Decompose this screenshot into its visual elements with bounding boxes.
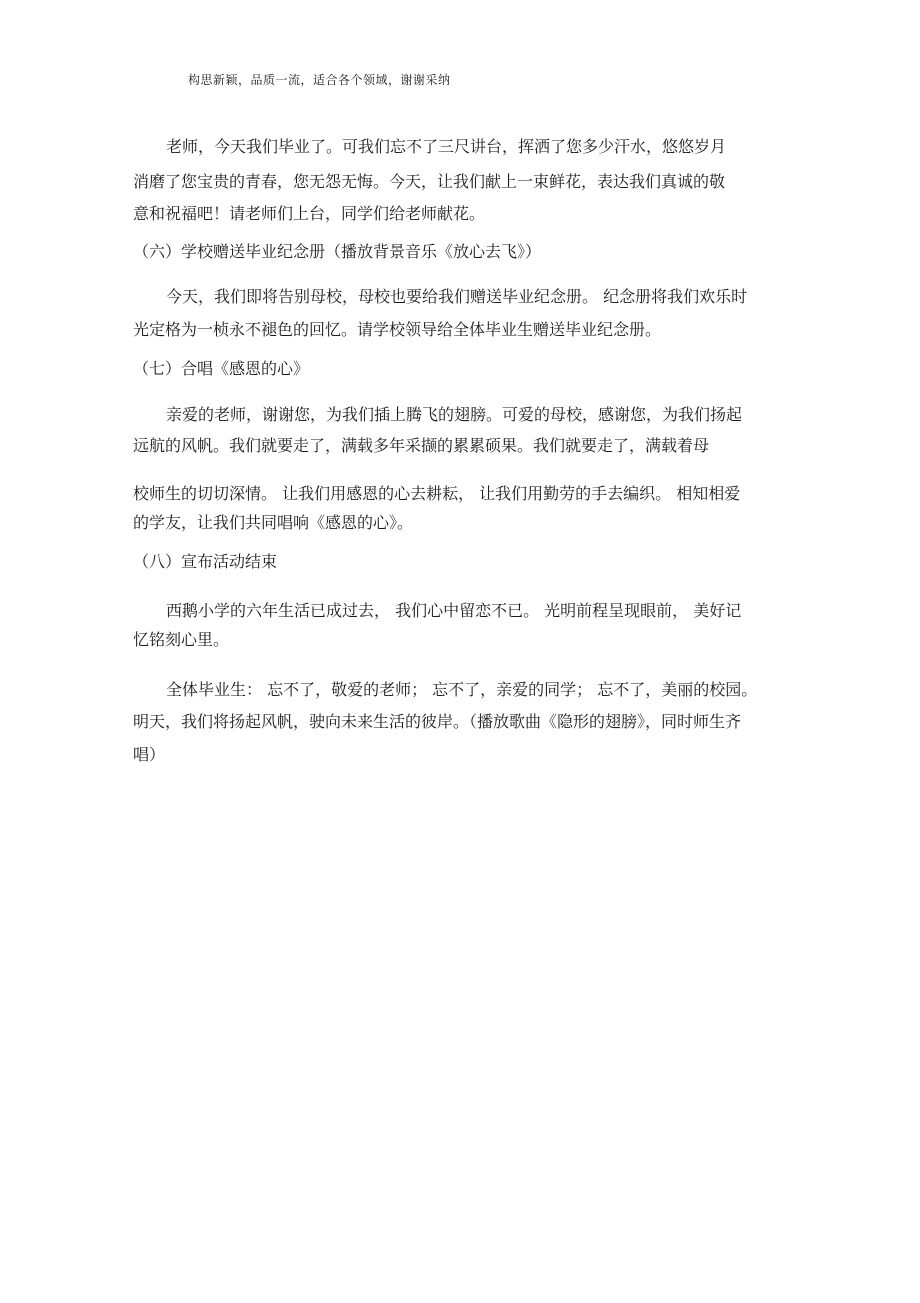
paragraph-line: 亲爱的老师，谢谢您，为我们插上腾飞的翅膀。可爱的母校，感谢您，为我们扬起 <box>166 405 743 424</box>
paragraph-line: 的学友，让我们共同唱响《感恩的心》。 <box>133 513 414 532</box>
paragraph-line: 忆铭刻心里。 <box>133 630 230 649</box>
paragraph-line: 老师，今天我们毕业了。可我们忘不了三尺讲台，挥洒了您多少汗水，悠悠岁月 <box>166 137 727 156</box>
section-heading-7: （七）合唱《感恩的心》 <box>133 359 310 378</box>
paragraph-line: 校师生的切切深情。 让我们用感恩的心去耕耘， 让我们用勤劳的手去编织。 相知相爱 <box>133 484 741 503</box>
paragraph-line: 远航的风帆。我们就要走了，满载多年采撷的累累硕果。我们就要走了，满载着母 <box>133 436 710 455</box>
paragraph-line: 明天，我们将扬起风帆，驶向未来生活的彼岸。（播放歌曲《隐形的翅膀》，同时师生齐 <box>133 712 742 731</box>
paragraph-line: 消磨了您宝贵的青春，您无怨无悔。今天，让我们献上一束鲜花，表达我们真诚的敬 <box>133 172 726 191</box>
paragraph-line: 今天，我们即将告别母校，母校也要给我们赠送毕业纪念册。 纪念册将我们欢乐时 <box>166 287 748 306</box>
paragraph-line: 西鹅小学的六年生活已成过去， 我们心中留恋不已。 光明前程呈现眼前， 美好记 <box>166 601 742 620</box>
paragraph-line: 意和祝福吧！请老师们上台，同学们给老师献花。 <box>133 204 486 223</box>
header-note: 构思新颖，品质一流，适合各个领域，谢谢采纳 <box>188 73 451 87</box>
paragraph-line: 光定格为一桢永不褪色的回忆。请学校领导给全体毕业生赠送毕业纪念册。 <box>133 320 662 339</box>
section-heading-8: （八）宣布活动结束 <box>133 552 278 571</box>
paragraph-line: 唱） <box>133 745 166 764</box>
section-heading-6: （六）学校赠送毕业纪念册（播放背景音乐《放心去飞》） <box>133 242 542 261</box>
paragraph-line: 全体毕业生： 忘不了，敬爱的老师； 忘不了，亲爱的同学； 忘不了，美丽的校园。 <box>166 680 758 699</box>
